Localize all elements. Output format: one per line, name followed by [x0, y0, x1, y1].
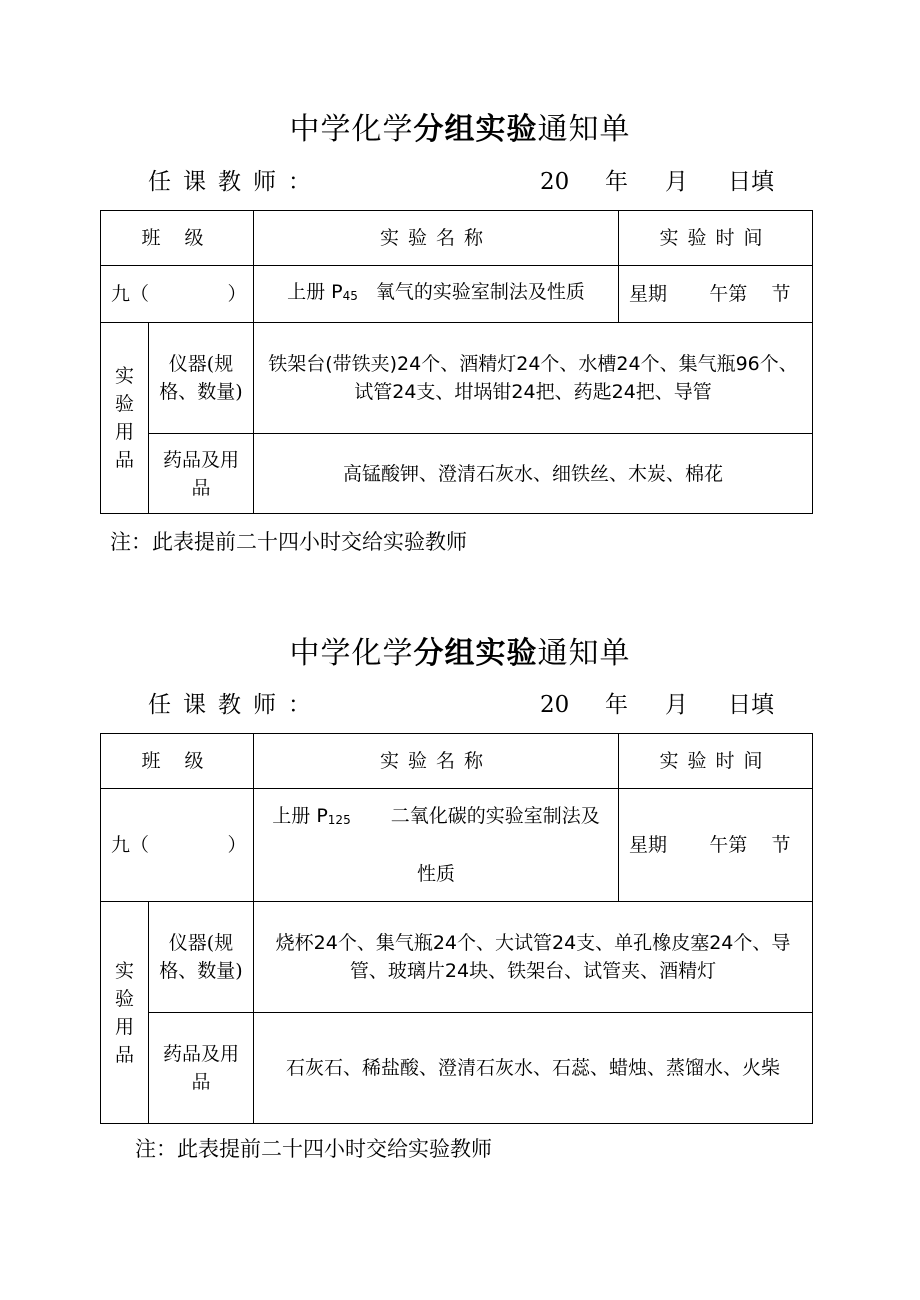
date-month: 月	[665, 169, 688, 195]
title-part: 中学化学	[289, 636, 414, 671]
experiment-name-cell	[254, 266, 619, 323]
title-part: 中学化学	[289, 112, 414, 147]
instruments-label: 仪器(规格、数量)	[149, 902, 254, 1013]
title-bold-part: 分组实验	[413, 112, 538, 147]
date-year: 年	[605, 169, 628, 195]
experiment-name-cell	[254, 789, 619, 902]
experiment-table	[100, 733, 813, 1124]
header-experiment-name: 实验名称	[254, 211, 619, 266]
date-year: 年	[605, 692, 628, 718]
header-class: 班 级	[101, 211, 254, 266]
date-year-prefix: 20	[540, 692, 570, 718]
time-value: 星期 午第 节	[619, 789, 813, 902]
header-experiment-time: 实验时间	[619, 734, 813, 789]
form-title	[0, 634, 920, 674]
reagents-list: 石灰石、稀盐酸、澄清石灰水、石蕊、蜡烛、蒸馏水、火柴	[254, 1013, 813, 1124]
title-part: 通知单	[537, 112, 631, 147]
instruments-list: 烧杯24个、集气瓶24个、大试管24支、单孔橡皮塞24个、导管、玻璃片24块、铁架台、试管夹、酒精灯	[254, 902, 813, 1013]
experiment-name: 二氧化碳的实验室制法及性质	[390, 805, 600, 885]
date-day: 日填	[728, 169, 774, 195]
experiment-name: 氧气的实验室制法及性质	[375, 281, 585, 303]
experiment-prefix: 上册 P	[287, 281, 343, 303]
footnote: 注：此表提前二十四小时交给实验教师	[135, 1137, 492, 1161]
reagents-label: 药品及用品	[149, 434, 254, 514]
experiment-table	[100, 210, 813, 514]
date-year-prefix: 20	[540, 169, 570, 195]
footnote: 注：此表提前二十四小时交给实验教师	[110, 530, 467, 554]
form-title	[0, 110, 920, 150]
instruments-list: 铁架台(带铁夹)24个、酒精灯24个、水槽24个、集气瓶96个、试管24支、坩埚钳24把、药匙24把、导管	[254, 323, 813, 434]
date-day: 日填	[728, 692, 774, 718]
supplies-label: 实验用品	[101, 902, 149, 1124]
teacher-label: 任课教师：	[148, 169, 323, 195]
header-class: 班 级	[101, 734, 254, 789]
header-experiment-time: 实验时间	[619, 211, 813, 266]
header-experiment-name: 实验名称	[254, 734, 619, 789]
experiment-page: 125	[327, 813, 351, 827]
time-value: 星期 午第 节	[619, 266, 813, 323]
supplies-label: 实验用品	[101, 323, 149, 514]
class-value: 九（ ）	[101, 789, 254, 902]
title-part: 通知单	[537, 636, 631, 671]
teacher-label: 任课教师：	[148, 692, 323, 718]
class-value: 九（ ）	[101, 266, 254, 323]
instruments-label: 仪器(规格、数量)	[149, 323, 254, 434]
experiment-prefix: 上册 P	[272, 805, 328, 827]
reagents-label: 药品及用品	[149, 1013, 254, 1124]
reagents-list: 高锰酸钾、澄清石灰水、细铁丝、木炭、棉花	[254, 434, 813, 514]
title-bold-part: 分组实验	[413, 636, 538, 671]
experiment-page: 45	[342, 289, 358, 303]
date-month: 月	[665, 692, 688, 718]
